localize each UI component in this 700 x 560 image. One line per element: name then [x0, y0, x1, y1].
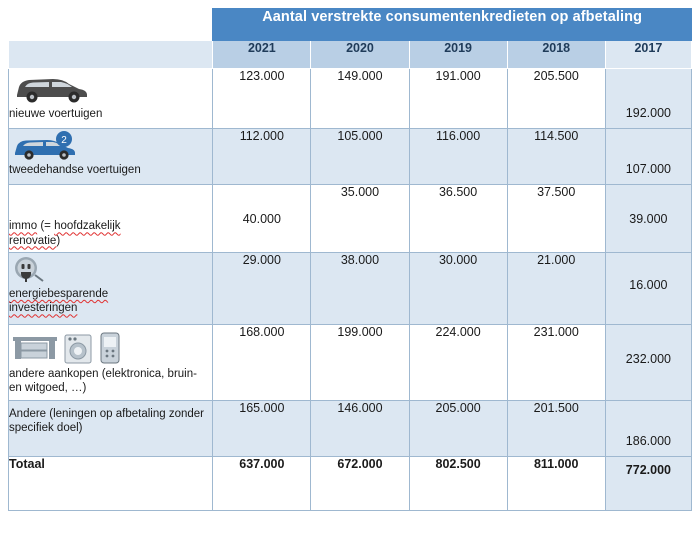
cell-2021: 123.000: [213, 69, 311, 129]
total-label: Totaal: [9, 457, 213, 511]
row-label-text: energiebesparende investeringen: [9, 288, 109, 315]
cell-2017: 16.000: [605, 253, 691, 325]
header-cell-2021: 2021: [213, 41, 311, 69]
cell-2020: 199.000: [311, 325, 409, 401]
cell-2019: 116.000: [409, 129, 507, 185]
cell-2017: 107.000: [605, 129, 691, 185]
cell-2017: 192.000: [605, 69, 691, 129]
plug-energy-icon: [9, 255, 212, 285]
row-label-new-vehicles: [9, 69, 213, 129]
cell-2020: 38.000: [311, 253, 409, 325]
cell-2018: 37.500: [507, 185, 605, 253]
cell-2017: 186.000: [605, 401, 691, 457]
cell-2019: 191.000: [409, 69, 507, 129]
table-header-row: [9, 41, 692, 69]
cell-2021: 168.000: [213, 325, 311, 401]
cell-2018: 21.000: [507, 253, 605, 325]
table-row: [9, 69, 692, 129]
header-cell-2018: 2018: [507, 41, 605, 69]
cell-2018: 201.500: [507, 401, 605, 457]
used-car-icon: [9, 131, 212, 161]
cell-2020: 35.000: [311, 185, 409, 253]
cell-2018: 205.500: [507, 69, 605, 129]
cell-2021: 165.000: [213, 401, 311, 457]
cell-2019: 30.000: [409, 253, 507, 325]
cell-2018: 231.000: [507, 325, 605, 401]
row-label-used-vehicles: [9, 129, 213, 185]
cell-2021: 112.000: [213, 129, 311, 185]
cell-2017: 39.000: [605, 185, 691, 253]
table-row: [9, 325, 692, 401]
row-label-other-purchases: [9, 325, 213, 401]
row-label-text: tweedehandse voertuigen: [9, 164, 141, 176]
header-cell-blank: [9, 41, 213, 69]
appliances-icon: [9, 327, 212, 365]
cell-2021: 29.000: [213, 253, 311, 325]
row-label-text: Andere (leningen op afbetaling zonder specifiek doel): [9, 408, 205, 435]
row-label-other-loans: [9, 401, 213, 457]
cell-2018: 114.500: [507, 129, 605, 185]
row-label-text: immo (= hoofdzakelijk renovatie): [9, 220, 121, 247]
cell-2020: 105.000: [311, 129, 409, 185]
total-2017: 772.000: [605, 457, 691, 511]
header-cell-2017: 2017: [605, 41, 691, 69]
header-cell-2020: 2020: [311, 41, 409, 69]
row-label-text: nieuwe voertuigen: [9, 108, 103, 120]
consumer-credit-table: [8, 8, 692, 511]
header-cell-2019: 2019: [409, 41, 507, 69]
cell-2019: 224.000: [409, 325, 507, 401]
total-2019: 802.500: [409, 457, 507, 511]
table-row: [9, 401, 692, 457]
row-label-text: andere aankopen (elektronica, bruin- en witgoed, …): [9, 368, 197, 395]
svg-text:2: 2: [61, 135, 67, 146]
total-2021: 637.000: [213, 457, 311, 511]
car-icon: [9, 71, 212, 105]
cell-2019: 205.000: [409, 401, 507, 457]
table-row: [9, 185, 692, 253]
table-title-row: [9, 9, 692, 41]
row-label-energy-saving: [9, 253, 213, 325]
cell-2019: 36.500: [409, 185, 507, 253]
table-row: [9, 129, 692, 185]
total-2020: 672.000: [311, 457, 409, 511]
table-total-row: [9, 457, 692, 511]
row-label-immo: [9, 185, 213, 253]
cell-2021: 40.000: [213, 185, 311, 253]
total-2018: 811.000: [507, 457, 605, 511]
cell-2020: 146.000: [311, 401, 409, 457]
table-row: [9, 253, 692, 325]
cell-2017: 232.000: [605, 325, 691, 401]
cell-2020: 149.000: [311, 69, 409, 129]
title-spacer: [9, 9, 213, 41]
table-title: Aantal verstrekte consumentenkredieten op afbetaling: [213, 9, 692, 41]
